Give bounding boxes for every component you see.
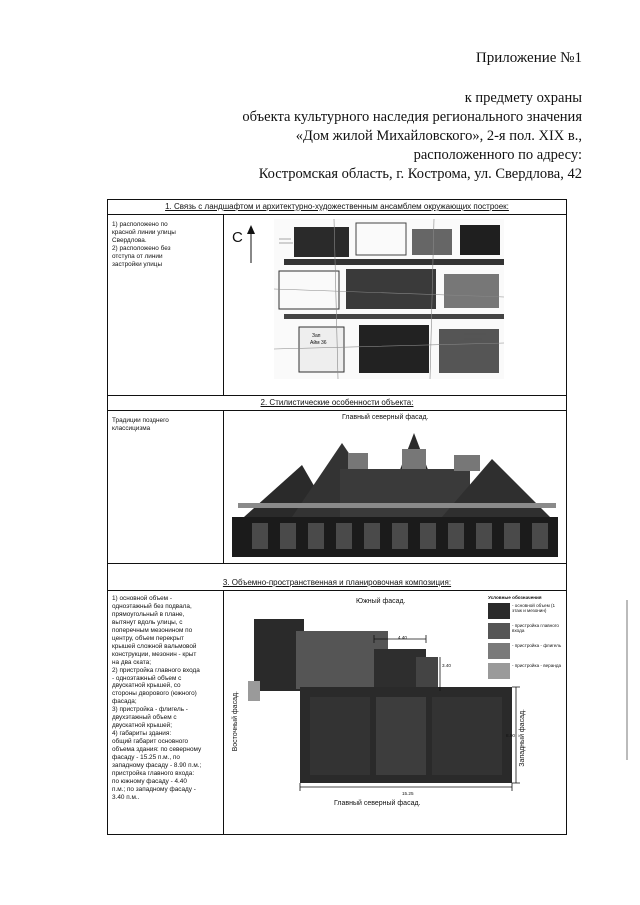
legend-item: - пристройка - веранда [488,663,566,679]
appendix-title: Приложение №1 [475,50,582,66]
legend-item: - пристройка - флигель [488,643,566,659]
legend-swatch [488,623,510,639]
header-line: к предмету охраны [464,90,582,106]
dimension-label: 4.40 [398,635,407,640]
subject-table [107,199,567,835]
section-1-row [108,215,566,396]
map-label: Зап [312,333,321,339]
facade-cell [224,411,566,563]
north-facade-label: Главный северный фасад. [334,800,421,807]
legend-item: - пристройка главного входа [488,623,566,639]
site-plan-cell [224,215,566,395]
legend-swatch [488,603,510,619]
east-facade-label: Восточный фасад. [232,691,239,752]
west-facade-label: Западный фасад. [519,709,526,767]
scan-edge-mark [626,600,628,760]
legend: Условные обозначения - основной объем (1 этаж и мезонин) - пристройка главного входа - пристройка - флигель - пристройка - веранда [488,595,566,679]
floor-plan-drawing [244,609,524,809]
section-3-row [108,591,566,834]
legend-swatch [488,663,510,679]
header-line: Костромская область, г. Кострома, ул. Свердлова, 42 [258,166,582,182]
dimension-label: 3.40 [442,663,451,668]
section-3-title: 3. Объемно-пространственная и планировочная композиция: [108,576,566,591]
legend-item: - основной объем (1 этаж и мезонин) [488,603,566,619]
legend-swatch [488,643,510,659]
section-1-title: 1. Связь с ландшафтом и архитектурно-художественным ансамблем окружающих построек: [108,200,566,215]
section-1-text: 1) расположено по красной линии улицы Свердлова. 2) расположено без отступа от линии застройки улицы [108,215,224,395]
section-2-text: Традиции позднего классицизма [108,411,224,563]
document-header [242,50,582,184]
section-2-title: 2. Стилистические особенности объекта: [108,396,566,411]
north-arrow-icon [246,225,256,265]
header-line: расположенного по адресу: [413,147,582,163]
header-line: объекта культурного наследия регионального значения [242,109,582,125]
plan-cell [224,591,566,834]
facade-caption: Главный северный фасад. [342,414,429,421]
section-2-row [108,411,566,564]
dimension-label: 15.25 [402,791,414,796]
site-plan-image [274,219,504,379]
north-label: С [232,229,243,246]
dimension-label: 8.90 [506,733,515,738]
map-label: Айм 36 [310,340,327,346]
section-3-text: 1) основной объем - одноэтажный без подвала, прямоугольный в плане, вытянут вдоль улицы, с поперечным мезонином по центру, объем перекрыт крышей сложной вальмовой конструкции, мезонин - крыт на два ската; 2) пристройка главного входа - одноэтажный объем с двускатной крышей, со стороны дворового (южного) фасада; 3) пристройка - флигель - двухэтажный объем с двускатной крышей; 4) габариты здания: общий габарит основного объема здания: по северному фасаду - 15.25 п.м., по западному фасаду - 8.90 п.м.; пристройка главного входа: по южному фасаду - 4.40 п.м.; по западному фасаду - 3.40 п.м.. [108,591,224,834]
header-line: «Дом жилой Михайловского», 2-я пол. XIX в., [295,128,582,144]
south-facade-label: Южный фасад. [356,598,406,605]
facade-drawing [232,425,562,560]
